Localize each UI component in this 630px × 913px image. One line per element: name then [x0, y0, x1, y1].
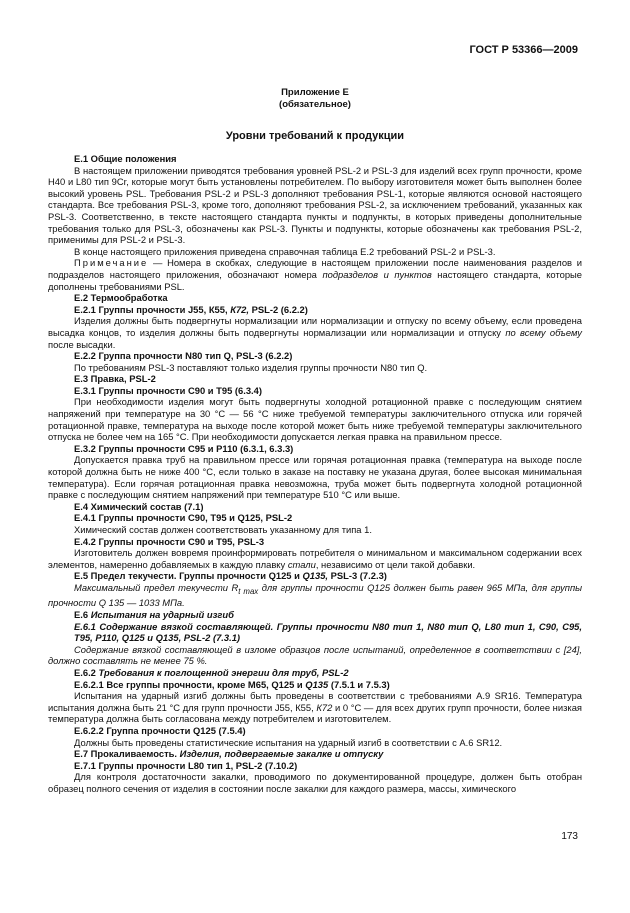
appendix-status: (обязательное) [279, 99, 351, 110]
heading-e4-2: Е.4.2 Группы прочности С90 и Т95, PSL-3 [74, 535, 265, 547]
heading-e2-1: Е.2.1 Группы прочности J55, К55, К72, PSL-2 (6.2.2) [74, 303, 308, 315]
paragraph-e5: Максимальный предел текучести $R_{t max}$ для группы прочности Q125 должен быть равен 965 МПа, для группы прочности Q 135 — 1033 МПа. [48, 581, 583, 609]
appendix-heading [0, 87, 630, 111]
paragraph-e6-1: Содержание вязкой составляющей в изломе образцов после испытаний, определенное в соответствии с [24], должно составлять не менее 75 %. [48, 643, 582, 667]
paragraph-e2-1: Изделия должны быть подвергнуты нормализации или нормализации и отпуску по всему объему, если проведена высадка концов, то изделия должны быть подвергнуты нормализации или нормализации и отпуску по всему объему после высадки. [48, 315, 582, 350]
heading-e6: Е.6 Испытания на ударный изгиб [74, 609, 234, 621]
paragraph-e4-1: Химический состав должен соответствовать указанному для типа 1. [74, 524, 372, 535]
paragraph-e1-2: В конце настоящего приложения приведена справочная таблица Е.2 требований PSL-2 и PSL-3. [74, 245, 496, 257]
heading-e2-2: Е.2.2 Группа прочности N80 тип Q, PSL-3 (6.2.2) [74, 350, 293, 362]
appendix-title: Приложение Е [281, 87, 349, 98]
subscript-tmax: t max [238, 586, 259, 596]
note: Примечание — Номера в скобках, следующие в настоящем приложении после наименования разделов и подразделов настоящего приложения, обозначают номера подразделов и пунктов настоящего стандарта, которые дополнены требованиями PSL. [48, 257, 583, 292]
heading-e3-2: Е.3.2 Группы прочности С95 и Р110 (6.3.1, 6.3.3) [74, 442, 294, 454]
heading-e3-1: Е.3.1 Группы прочности С90 и Т95 (6.3.4) [74, 384, 262, 396]
heading-e6-2-1: Е.6.2.1 Все группы прочности, кроме М65, Q125 и Q135 (7.5.1 и 7.5.3) [74, 678, 390, 690]
paragraph-e4-2: Изготовитель должен вовремя проинформировать потребителя о минимальном и максимальном содержании всех элементов, намеренно добавляемых в каждую плавку стали, независимо от цели такой добавки. [48, 547, 582, 570]
paragraph-e1-1: В настоящем приложении приводятся требования уровней PSL-2 и PSL-3 для изделий всех групп прочности, кроме Н40 и L80 тип 9Cr, которые могут быть установлены потребителем. По выбору изготовителя может быть выполнен более высокий уровень PSL. Требования PSL-2 и PSL-3 дополняют требования PSL-1, которые являются основой настоящего стандарта. Все требования PSL-3, кроме того, дополняют требования PSL-2, за исключением требований, указанных как PSL-3. Соответственно, в тексте настоящего стандарта пункты и подпункты, в которых приведены дополнительные требования только для PSL-3, обозначены как PSL-3. Пункты и подпункты, которые обозначены как требования PSL-2, применимы для PSL-2 и PSL-3. [48, 164, 582, 246]
document-body [48, 153, 582, 795]
paragraph-e7-1: Для контроля достаточности закалки, проводимого по документированной процедуре, должен быть отобран образец полного сечения от изделия в состоянии после закалки для каждого размера, массы, химического [48, 771, 582, 794]
heading-e3: Е.3 Правка, PSL-2 [74, 373, 156, 385]
standard-header: ГОСТ Р 53366—2009 [469, 44, 578, 56]
heading-e2: Е.2 Термообработка [74, 292, 168, 304]
heading-e7-1: Е.7.1 Группы прочности L80 тип 1, PSL-2 (7.10.2) [74, 759, 298, 771]
paragraph-e3-1: При необходимости изделия могут быть подвергнуты холодной ротационной правке с последующим снятием напряжений при температуре на 30 °С — 56 °С ниже требуемой температуры заключительного отпуска или горячей ротационной правке, температура на выходе после которой может быть ниже требуемой температуры заключительного отпуска не более чем на 165 °С. При необходимости допускается легкая правка на правильном прессе. [48, 396, 582, 443]
paragraph-e2-2: По требованиям PSL-3 поставляют только изделия группы прочности N80 тип Q. [74, 361, 428, 373]
paragraph-e3-2: Допускается правка труб на правильном прессе или горячая ротационная правка (температура на выходе после которой должна быть не ниже 400 °С, если только в заказе на поставку не указана другая, более высокая минимальная температура). Если горячая ротационная правка невозможна, труба может быть подвергнута холодной ротационной правке с последующим снятием напряжений при температуре 510 °С или выше. [48, 454, 582, 501]
section-title: Уровни требований к продукции [225, 130, 405, 142]
note-label: Примечание [74, 257, 149, 269]
paragraph-e6-2-2: Должны быть проведены статистические испытания на ударный изгиб в соответствии с А.6 SR12. [74, 736, 503, 748]
heading-e7: Е.7 Прокаливаемость. Изделия, подвергаемые закалке и отпуску [74, 748, 384, 760]
heading-e4: Е.4 Химический состав (7.1) [74, 500, 204, 512]
heading-e5: Е.5 Предел текучести. Группы прочности Q125 и Q135, PSL-3 (7.2.3) [74, 570, 387, 582]
paragraph-e6-2-1: Испытания на ударный изгиб должны быть проведены в соответствии с требованиями А.9 SR16. Температура испытания должна быть 21 °С для групп прочности J55, К55, К72 и 0 °С — для всех других групп прочности, более низкая температура должна быть согласована между потребителем и изготовителем. [48, 690, 582, 725]
heading-e4-1: Е.4.1 Группы прочности С90, Т95 и Q125, PSL-2 [74, 512, 293, 524]
heading-e6-2-2: Е.6.2.2 Группа прочности Q125 (7.5.4) [74, 724, 246, 736]
heading-e6-1: Е.6.1 Содержание вязкой составляющей. Группы прочности N80 тип 1, N80 тип Q, L80 тип 1, С90, С95, Т95, Р110, Q125 и Q135, PSL-2 (7.3.1) [74, 620, 582, 644]
heading-e6-2: Е.6.2 Требования к поглощенной энергии для труб, PSL-2 [74, 667, 349, 678]
page-number: 173 [561, 831, 578, 842]
heading-e1: Е.1 Общие положения [74, 153, 177, 164]
